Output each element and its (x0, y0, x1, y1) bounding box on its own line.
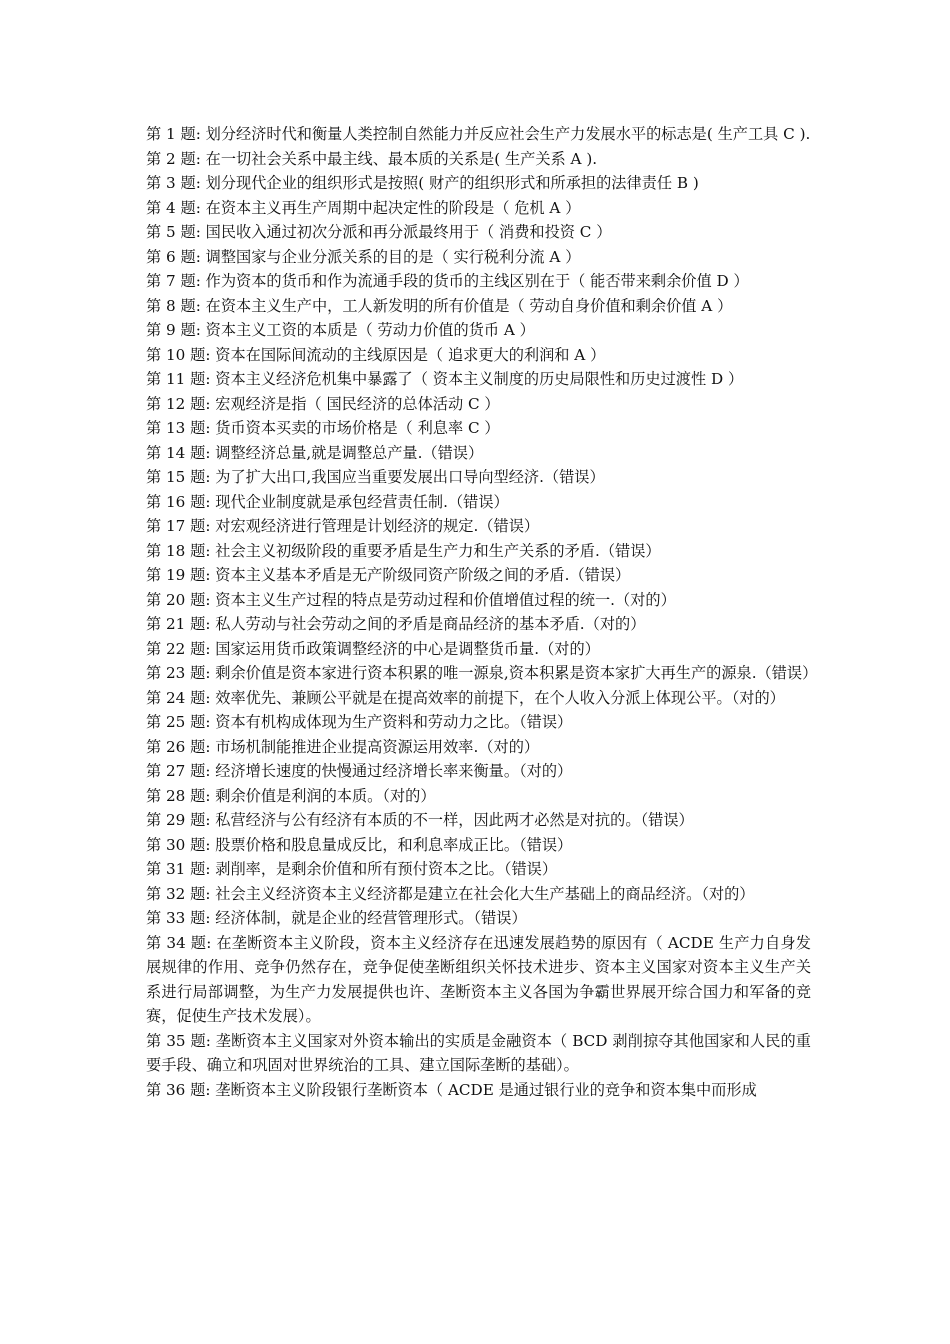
question-20: 第 20 题: 资本主义生产过程的特点是劳动过程和价值增值过程的统一.（对的） (146, 590, 676, 609)
question-7: 第 7 题: 作为资本的货币和作为流通手段的货币的主线区别在于（ 能否带来剩余价值 D ） (146, 272, 749, 290)
question-14: 第 14 题: 调整经济总量,就是调整总产量.（错误） (146, 443, 484, 462)
question-3: 第 3 题: 划分现代企业的组织形式是按照( 财产的组织形式和所承担的法律责任 B ) (146, 174, 699, 192)
question-9: 第 9 题: 资本主义工资的本质是（ 劳动力价值的货币 A ） (146, 321, 535, 339)
question-19: 第 19 题: 资本主义基本矛盾是无产阶级同资产阶级之间的矛盾.（错误） (146, 566, 631, 584)
question-22: 第 22 题: 国家运用货币政策调整经济的中心是调整货币量.（对的） (146, 639, 600, 658)
question-18: 第 18 题: 社会主义初级阶段的重要矛盾是生产力和生产关系的矛盾.（错误） (146, 541, 661, 560)
question-27: 第 27 题: 经济增长速度的快慢通过经济增长率来衡量。（对的） (146, 762, 573, 780)
question-17: 第 17 题: 对宏观经济进行管理是计划经济的规定.（错误） (146, 517, 540, 535)
question-8: 第 8 题: 在资本主义生产中，工人新发明的所有价值是（ 劳动自身价值和剩余价值 A ） (146, 296, 733, 315)
question-4: 第 4 题: 在资本主义再生产周期中起决定性的阶段是（ 危机 A ） (146, 198, 581, 217)
question-list (146, 122, 818, 1102)
question-10: 第 10 题: 资本在国际间流动的主线原因是（ 追求更大的利润和 A ） (146, 345, 606, 364)
question-30: 第 30 题: 股票价格和股息量成反比，和利息率成正比。（错误） (146, 835, 573, 854)
question-5: 第 5 题: 国民收入通过初次分派和再分派最终用于（ 消费和投资 C ） (146, 223, 612, 241)
question-13: 第 13 题: 货币资本买卖的市场价格是（ 利息率 C ） (146, 419, 500, 437)
question-35: 第 35 题: 垄断资本主义国家对外资本输出的实质是金融资本（ BCD 剥削掠夺其他国家和人民的重要手段、确立和巩固对世界统治的工具、建立国际垄断的基础）。 (146, 1031, 811, 1074)
question-12: 第 12 题: 宏观经济是指（ 国民经济的总体活动 C ） (146, 394, 500, 413)
question-21: 第 21 题: 私人劳动与社会劳动之间的矛盾是商品经济的基本矛盾.（对的） (146, 615, 646, 633)
question-15: 第 15 题: 为了扩大出口,我国应当重要发展出口导向型经济.（错误） (146, 468, 605, 486)
question-1: 第 1 题: 划分经济时代和衡量人类控制自然能力并反应社会生产力发展水平的标志是( 生产工具 C ). (146, 125, 811, 143)
question-29: 第 29 题: 私营经济与公有经济有本质的不一样，因此两才必然是对抗的。（错误） (146, 811, 694, 829)
question-2: 第 2 题: 在一切社会关系中最主线、最本质的关系是( 生产关系 A ). (146, 149, 598, 168)
question-34: 第 34 题: 在垄断资本主义阶段，资本主义经济存在迅速发展趋势的原因有（ ACDE 生产力自身发展规律的作用、竞争仍然存在，竞争促使垄断组织关怀技术进步、资本主义国家对资本主义生产关系进行局部调整，为生产力发展提供也许、垄断资本主义各国为争霸世界展开综合国力和军备的竞赛，促使生产技术发展）。 (146, 933, 811, 1025)
question-11: 第 11 题: 资本主义经济危机集中暴露了（ 资本主义制度的历史局限性和历史过渡性 D ） (146, 370, 744, 388)
question-23: 第 23 题: 剩余价值是资本家进行资本积累的唯一源泉,资本积累是资本家扩大再生产的源泉.（错误） (146, 664, 818, 682)
question-24: 第 24 题: 效率优先、兼顾公平就是在提高效率的前提下，在个人收入分派上体现公平。（对的） (146, 688, 785, 707)
question-6: 第 6 题: 调整国家与企业分派关系的目的是（ 实行税利分流 A ） (146, 247, 581, 266)
question-26: 第 26 题: 市场机制能推进企业提高资源运用效率.（对的） (146, 737, 540, 756)
question-16: 第 16 题: 现代企业制度就是承包经营责任制.（错误） (146, 492, 509, 511)
question-33: 第 33 题: 经济体制，就是企业的经营管理形式。（错误） (146, 909, 527, 927)
question-36: 第 36 题: 垄断资本主义阶段银行垄断资本（ ACDE 是通过银行业的竞争和资本集中而形成 (146, 1080, 757, 1099)
question-31: 第 31 题: 剥削率，是剩余价值和所有预付资本之比。（错误） (146, 860, 558, 878)
question-28: 第 28 题: 剩余价值是利润的本质。（对的） (146, 786, 436, 805)
question-32: 第 32 题: 社会主义经济资本主义经济都是建立在社会化大生产基础上的商品经济。（对的） (146, 884, 755, 903)
question-25: 第 25 题: 资本有机构成体现为生产资料和劳动力之比。（错误） (146, 713, 573, 731)
